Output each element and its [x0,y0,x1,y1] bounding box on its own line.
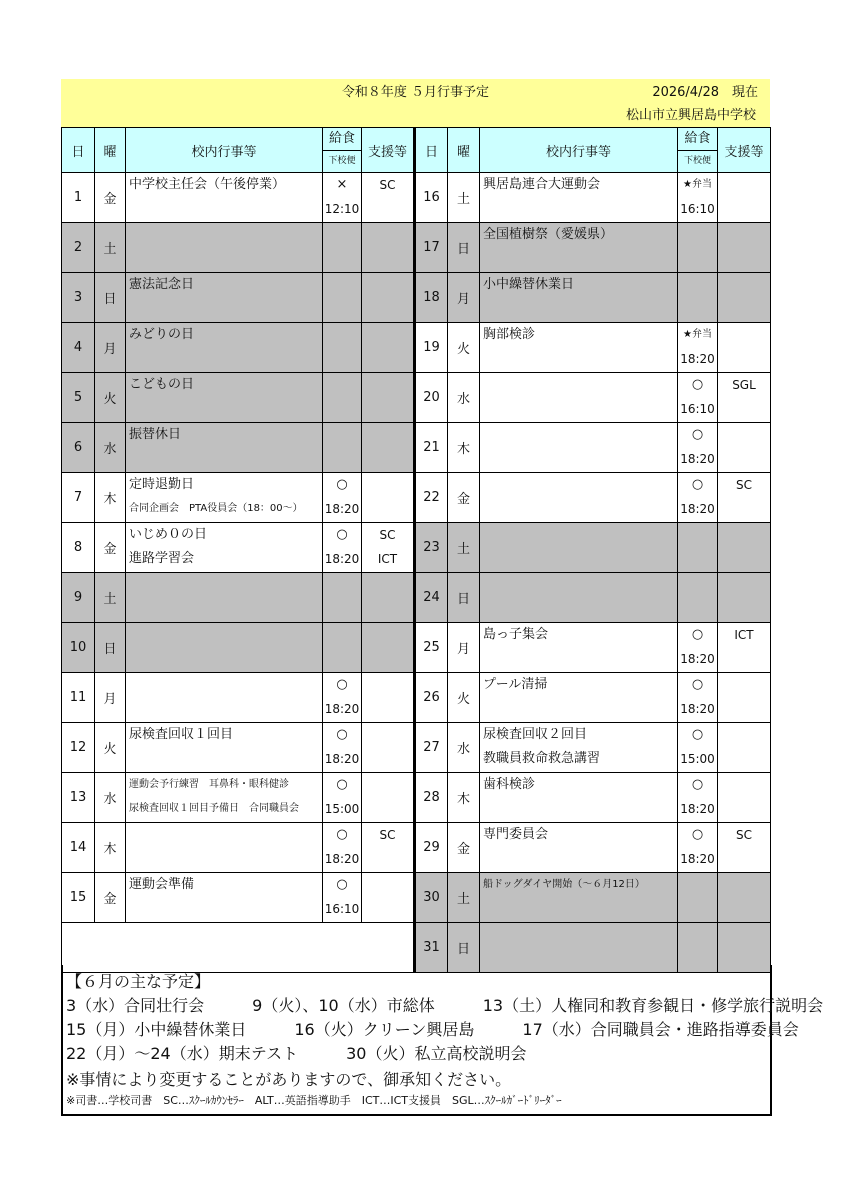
events-cell [480,423,678,473]
events-cell [480,873,678,923]
header-band [61,79,770,127]
weekday: 月 [448,273,480,323]
day-number: 2 [62,223,95,273]
dismissal-time: 18:20 [680,852,715,866]
day-number: 18 [415,273,448,323]
support-cell [718,223,771,273]
events-cell [480,273,678,323]
support-cell [718,273,771,323]
support-cell [362,573,415,623]
events-cell [126,823,323,873]
day-number: 20 [415,373,448,423]
event-text: 定時退勤日 [129,477,195,492]
events-cell [126,623,323,673]
weekday: 日 [448,923,480,973]
support-cell [362,773,415,823]
events-cell [126,373,323,423]
support-code: SC [736,828,752,842]
day-number: 19 [415,323,448,373]
weekday: 木 [95,823,126,873]
support-cell [362,873,415,923]
dismissal-time: 18:20 [324,702,360,716]
weekday: 金 [448,473,480,523]
day-number: 31 [415,923,448,973]
lunch-mark: ★弁当 [683,329,712,340]
support-cell [362,523,415,573]
lunch-cell [678,273,718,323]
support-cell [362,273,415,323]
events-cell [480,223,678,273]
table-row [62,723,771,773]
table-row [62,223,771,273]
lunch-mark: ○ [336,677,348,692]
lunch-mark: ○ [336,477,348,492]
lunch-mark: ○ [336,877,348,892]
support-code: SC [379,828,396,842]
dismissal-time: 18:20 [324,552,360,566]
dismissal-time: 18:20 [680,802,715,816]
table-row [62,373,771,423]
table-row [62,273,771,323]
day-number: 8 [62,523,95,573]
lunch-cell [323,873,362,923]
lunch-cell [678,623,718,673]
events-cell [126,173,323,223]
support-cell [718,673,771,723]
event-text: プール清掃 [483,677,548,692]
weekday: 水 [95,423,126,473]
event-text: 教職員救命救急講習 [483,751,601,766]
support-cell [718,173,771,223]
support-cell [362,823,415,873]
day-number: 14 [62,823,95,873]
day-number: 12 [62,723,95,773]
table-row [62,323,771,373]
lunch-cell [678,523,718,573]
school-name: 松山市立興居島中学校 [625,108,756,123]
lunch-mark: ○ [691,827,704,842]
events-cell [126,473,323,523]
event-text: 運動会予行練習 耳鼻科・眼科健診 [129,779,289,790]
day-number: 1 [62,173,95,223]
col-lunch [323,128,362,173]
lunch-cell [323,223,362,273]
as-of-date: 2026/4/28 現在 [652,85,758,100]
events-cell [480,623,678,673]
support-cell [362,223,415,273]
lunch-mark: ○ [691,777,704,792]
weekday: 月 [95,673,126,723]
support-cell [362,323,415,373]
events-cell [480,173,678,223]
footer-notes [61,965,824,1116]
lunch-mark: ○ [336,527,348,542]
weekday: 金 [95,873,126,923]
lunch-cell [678,423,718,473]
schedule-body [62,173,771,973]
lunch-cell [323,523,362,573]
lunch-mark: ○ [691,677,704,692]
support-code: SC [379,528,396,542]
weekday: 土 [448,873,480,923]
support-cell [718,323,771,373]
dismissal-time: 18:20 [680,452,715,466]
support-cell [718,823,771,873]
support-cell [718,423,771,473]
dismissal-time: 16:10 [680,402,715,416]
lunch-mark: ○ [691,477,704,492]
events-cell [126,223,323,273]
col-weekday: 曜 [95,128,126,173]
events-cell [126,873,323,923]
table-row [62,623,771,673]
dismissal-time: 18:20 [324,852,360,866]
support-cell [362,423,415,473]
lunch-cell [323,373,362,423]
day-number: 7 [62,473,95,523]
day-number: 30 [415,873,448,923]
lunch-mark: ○ [336,777,348,792]
table-row [62,673,771,723]
support-cell [362,673,415,723]
lunch-cell [678,723,718,773]
support-code: SGL [732,378,756,392]
dismissal-time: 18:20 [324,752,360,766]
event-text: 憲法記念日 [129,277,195,292]
event-text: 進路学習会 [129,551,195,566]
support-cell [718,723,771,773]
col-support-2: 支援等 [718,128,771,173]
table-row [62,823,771,873]
col-events: 校内行事等 [126,128,323,173]
june-line-2: 15（月）小中繰替休業日 16（火）クリーン興居島 17（水）合同職員会・進路指導委員会 [66,1020,799,1039]
day-number: 11 [62,673,95,723]
lunch-cell [678,323,718,373]
dismissal-time: 18:20 [680,702,715,716]
day-number: 29 [415,823,448,873]
lunch-cell [678,173,718,223]
col-lunch-sub: 下校便 [323,150,361,169]
support-cell [718,773,771,823]
lunch-mark: ○ [691,427,704,442]
day-number: 24 [415,573,448,623]
col-lunch-sub-2: 下校便 [678,150,717,169]
support-code: ICT [734,628,754,642]
dismissal-time: 12:10 [324,202,360,216]
day-number: 17 [415,223,448,273]
table-row [62,173,771,223]
event-text: 船ドッグダイヤ開始（〜６月12日） [483,879,645,890]
dismissal-time: 18:20 [324,502,360,516]
weekday: 月 [95,323,126,373]
lunch-mark: × [336,177,348,192]
event-text: 尿検査回収１回目予備日 合同職員会 [129,803,299,814]
lunch-cell [678,673,718,723]
event-text: 胸部検診 [483,327,536,342]
weekday: 金 [448,823,480,873]
lunch-cell [323,423,362,473]
table-header-row [62,128,771,173]
lunch-cell [678,223,718,273]
event-text: 運動会準備 [129,877,195,892]
lunch-mark: ○ [691,727,704,742]
events-cell [480,723,678,773]
col-lunch-label: 給食 [328,131,355,146]
event-text: 小中繰替休業日 [483,277,575,292]
lunch-cell [678,473,718,523]
dismissal-time: 16:10 [324,902,360,916]
col-day: 日 [62,128,95,173]
events-cell [126,723,323,773]
col-weekday-2: 曜 [448,128,480,173]
support-cell [362,373,415,423]
table-row [62,473,771,523]
day-number: 6 [62,423,95,473]
table-row [62,773,771,823]
lunch-cell [323,323,362,373]
day-number: 5 [62,373,95,423]
table-row [62,523,771,573]
table-row [62,873,771,923]
day-number: 23 [415,523,448,573]
page-title: 令和８年度 ５月行事予定 [341,85,490,100]
lunch-cell [323,623,362,673]
events-cell [126,273,323,323]
weekday: 月 [448,623,480,673]
support-code: SC [736,478,752,492]
support-code: SC [379,178,396,192]
lunch-cell [678,873,718,923]
events-cell [126,773,323,823]
lunch-cell [323,473,362,523]
event-text: 歯科検診 [483,777,536,792]
events-cell [480,773,678,823]
events-cell [480,373,678,423]
event-text: みどりの日 [129,327,195,342]
dismissal-time: 16:10 [680,202,715,216]
col-support: 支援等 [362,128,415,173]
lunch-mark: ★弁当 [683,179,712,190]
day-number: 16 [415,173,448,223]
events-cell [126,573,323,623]
lunch-mark: ○ [336,827,348,842]
weekday: 木 [95,473,126,523]
weekday: 金 [95,523,126,573]
col-lunch-2 [678,128,718,173]
support-cell [718,623,771,673]
day-number: 4 [62,323,95,373]
events-cell [480,573,678,623]
lunch-mark: ○ [336,727,348,742]
table-row [62,423,771,473]
lunch-cell [323,173,362,223]
event-text: 尿検査回収２回目 [483,727,588,742]
weekday: 土 [448,523,480,573]
events-cell [126,323,323,373]
events-cell [126,673,323,723]
events-cell [480,323,678,373]
support-cell [718,873,771,923]
day-number: 28 [415,773,448,823]
weekday: 土 [448,173,480,223]
day-number: 10 [62,623,95,673]
day-number: 15 [62,873,95,923]
support-code: ICT [377,552,398,566]
lunch-cell [678,773,718,823]
table-row [62,573,771,623]
support-cell [362,723,415,773]
weekday: 火 [448,323,480,373]
lunch-cell [678,573,718,623]
lunch-cell [678,373,718,423]
event-text: 振替休日 [129,427,182,442]
dismissal-time: 18:20 [680,502,715,516]
lunch-mark: ○ [691,377,704,392]
support-cell [718,473,771,523]
events-cell [480,823,678,873]
weekday: 火 [95,373,126,423]
support-cell [718,373,771,423]
day-number: 9 [62,573,95,623]
day-number: 22 [415,473,448,523]
events-cell [480,673,678,723]
dismissal-time: 18:20 [680,652,715,666]
support-cell [718,573,771,623]
support-cell [362,623,415,673]
weekday: 土 [95,223,126,273]
day-number: 25 [415,623,448,673]
weekday: 日 [95,273,126,323]
lunch-cell [323,573,362,623]
events-cell [126,423,323,473]
support-cell [362,173,415,223]
weekday: 水 [448,723,480,773]
june-line-1: 3（水）合同壮行会 9（火）、10（水）市総体 13（土）人権同和教育参観日・修学旅行説明会 [66,996,824,1015]
event-text: 興居島連合大運動会 [483,177,601,192]
events-cell [480,473,678,523]
weekday: 日 [448,223,480,273]
col-day-2: 日 [415,128,448,173]
col-lunch-label-2: 給食 [684,131,711,146]
weekday: 金 [95,173,126,223]
event-text: 中学校主任会（午後停業） [129,177,286,192]
events-cell [480,523,678,573]
lunch-cell [323,723,362,773]
lunch-cell [323,773,362,823]
weekday: 木 [448,423,480,473]
event-text: 尿検査回収１回目 [129,727,234,742]
weekday: 水 [448,373,480,423]
day-number: 13 [62,773,95,823]
abbrev-legend: ※司書…学校司書 SC…ｽｸｰﾙｶｳﾝｾﾗｰ ALT…英語指導助手 ICT…ICT支援員 SGL…ｽｸｰﾙｶﾞｰﾄﾞﾘｰﾀﾞｰ [66,1094,562,1107]
event-text: 島っ子集会 [483,627,549,642]
lunch-cell [323,273,362,323]
weekday: 木 [448,773,480,823]
event-text: いじめ０の日 [129,527,208,542]
event-text: 合同企画会 PTA役員会（18：00〜） [129,503,303,514]
schedule-table [61,127,771,973]
weekday: 日 [448,573,480,623]
weekday: 水 [95,773,126,823]
weekday: 火 [95,723,126,773]
lunch-cell [323,823,362,873]
day-number: 21 [415,423,448,473]
lunch-cell [678,823,718,873]
june-heading: 【６月の主な予定】 [66,972,211,991]
day-number: 27 [415,723,448,773]
event-text: 専門委員会 [483,827,549,842]
dismissal-time: 15:00 [680,752,715,766]
lunch-mark: ○ [691,627,704,642]
day-number: 26 [415,673,448,723]
june-line-3: 22（月）〜24（水）期末テスト 30（火）私立高校説明会 [66,1044,527,1063]
events-cell [126,523,323,573]
lunch-cell [323,673,362,723]
event-text: こどもの日 [129,377,195,392]
weekday: 土 [95,573,126,623]
dismissal-time: 18:20 [680,352,715,366]
support-cell [718,523,771,573]
change-note: ※事情により変更することがありますので、御承知ください。 [66,1070,512,1089]
weekday: 火 [448,673,480,723]
support-cell [362,473,415,523]
col-events-2: 校内行事等 [480,128,678,173]
day-number: 3 [62,273,95,323]
dismissal-time: 15:00 [324,802,360,816]
event-text: 全国植樹祭（愛媛県） [483,227,614,242]
weekday: 日 [95,623,126,673]
